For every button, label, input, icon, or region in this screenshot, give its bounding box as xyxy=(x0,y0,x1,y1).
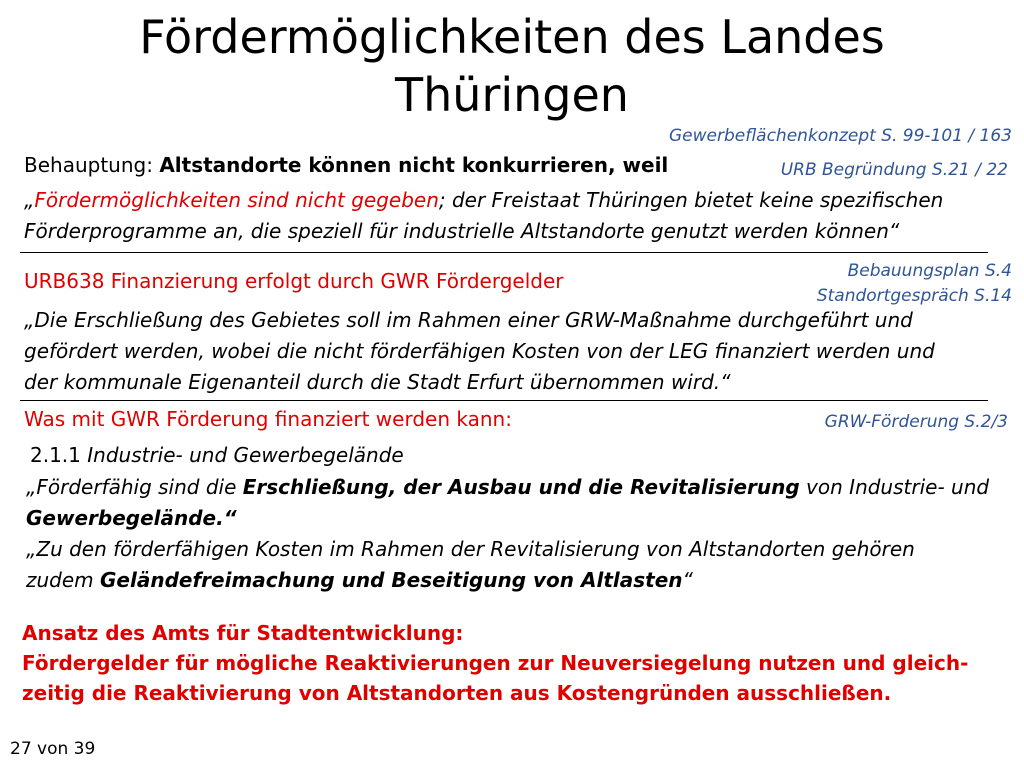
urb638-heading: URB638 Finanzierung erfolgt durch GWR Fördergelder xyxy=(24,269,564,293)
conclusion-line1: Ansatz des Amts für Stadtentwicklung: xyxy=(22,621,464,645)
grw-quote2-start: zudem xyxy=(26,568,101,592)
grw-section-title xyxy=(30,440,404,471)
slide-title-line1: Fördermöglichkeiten des Landes xyxy=(139,10,885,64)
grw-heading: Was mit GWR Förderung finanziert werden kann: xyxy=(24,407,512,431)
grw-quote2-bold: Geländefreimachung und Beseitigung von Altlasten xyxy=(100,568,683,592)
ref-grw-foerderung: GRW-Förderung S.2/3 xyxy=(824,412,1008,432)
slide-title-line2: Thüringen xyxy=(395,68,629,122)
claim-quote-red: Fördermöglichkeiten sind nicht gegeben xyxy=(34,188,439,212)
claim-quote-line1 xyxy=(24,185,943,216)
grw-quote2-line2 xyxy=(26,565,693,596)
grw-quote1-bold: Erschließung, der Ausbau und die Revitalisierung xyxy=(242,475,800,499)
urb638-quote-line3: der kommunale Eigenanteil durch die Stadt Erfurt übernommen wird.“ xyxy=(24,370,731,394)
grw-section-number: 2.1.1 xyxy=(30,443,88,467)
ref-standortgespraech: Standortgespräch S.14 xyxy=(816,286,1012,306)
page-number: 27 von 39 xyxy=(10,739,96,759)
claim-prefix: Behauptung: xyxy=(24,153,160,177)
conclusion-block xyxy=(22,618,968,708)
conclusion-line3: zeitig die Reaktivierung von Altstandorten aus Kostengründen ausschließen. xyxy=(22,681,892,705)
claim-quote-line2: Förderprogramme an, die speziell für industrielle Altstandorte genutzt werden können“ xyxy=(24,219,900,243)
slide-title xyxy=(0,8,1024,124)
claim-line xyxy=(24,150,668,181)
divider-1 xyxy=(20,252,988,253)
grw-quote2-line1: „Zu den förderfähigen Kosten im Rahmen der Revitalisierung von Altstandorten gehören xyxy=(26,537,915,561)
urb638-quote-line2: gefördert werden, wobei die nicht förderfähigen Kosten von der LEG finanziert werden und xyxy=(24,339,935,363)
grw-quote1-start: „Förderfähig sind die xyxy=(26,475,243,499)
ref-urb-begruendung: URB Begründung S.21 / 22 xyxy=(780,160,1008,180)
grw-quote1-end: von Industrie- und xyxy=(799,475,990,499)
grw-quote2-end: “ xyxy=(682,568,693,592)
ref-gewerbeflaechenkonzept: Gewerbeflächenkonzept S. 99-101 / 163 xyxy=(668,126,1012,146)
claim-quote-rest: ; der Freistaat Thüringen bietet keine spezifischen xyxy=(438,188,944,212)
ref-bebauungsplan: Bebauungsplan S.4 xyxy=(847,261,1012,281)
grw-quote1-line2: Gewerbegelände.“ xyxy=(26,506,237,530)
claim-bold: Altstandorte können nicht konkurrieren, weil xyxy=(159,153,669,177)
grw-section-name: Industrie- und Gewerbegelände xyxy=(87,443,404,467)
claim-quote-open: „ xyxy=(24,188,35,212)
conclusion-line2: Fördergelder für mögliche Reaktivierungen zur Neuversiegelung nutzen und gleich- xyxy=(22,651,969,675)
grw-quote1-line1 xyxy=(26,472,989,503)
divider-2 xyxy=(20,400,988,401)
urb638-quote-line1: „Die Erschließung des Gebietes soll im Rahmen einer GRW-Maßnahme durchgeführt und xyxy=(24,308,913,332)
